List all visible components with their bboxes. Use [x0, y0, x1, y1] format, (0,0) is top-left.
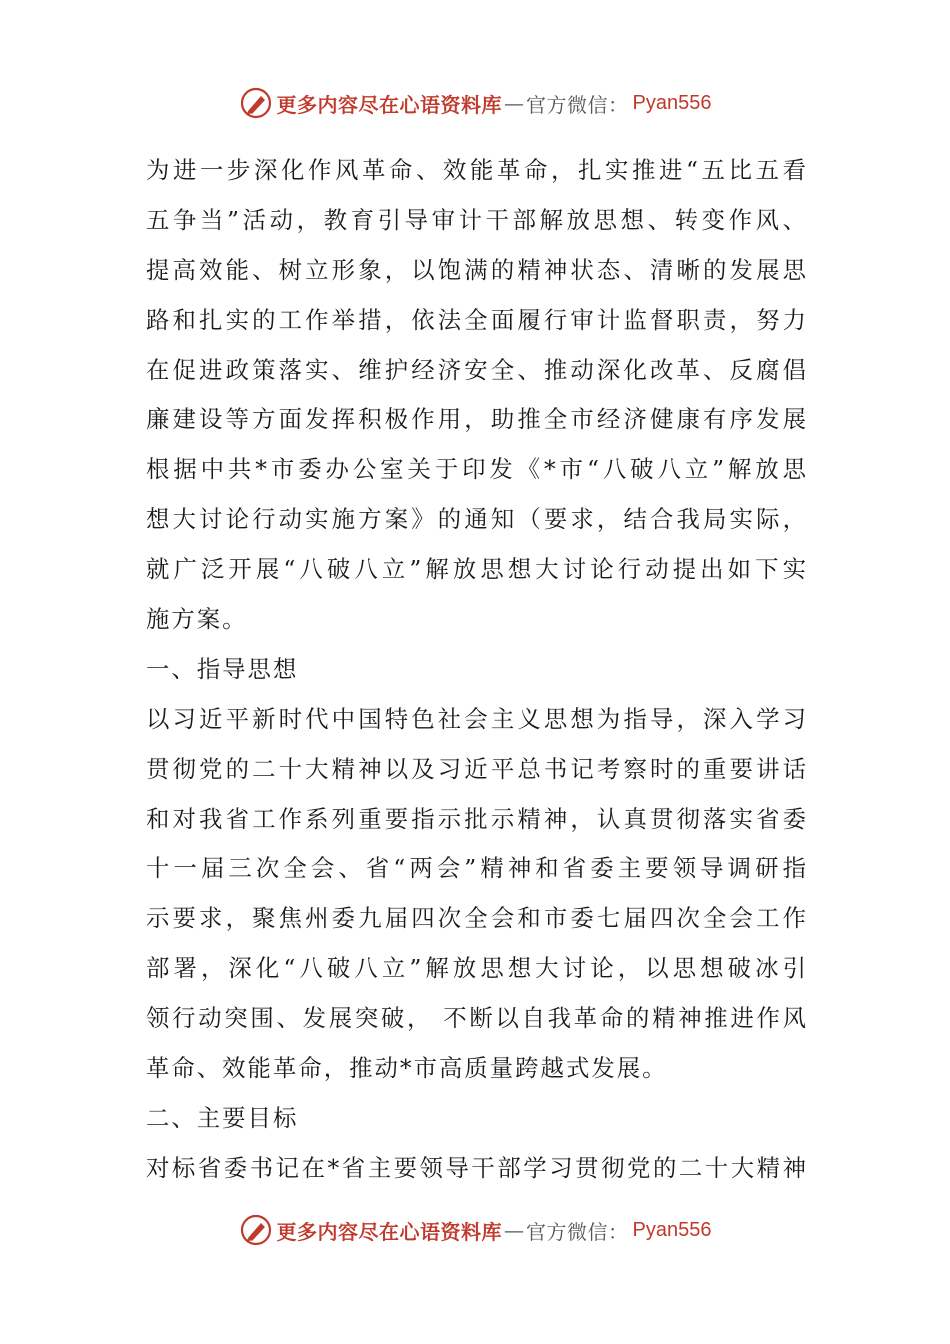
paragraph-line: 贯彻党的二十大精神以及习近平总书记考察时的重要讲话 — [146, 754, 808, 783]
paragraph-line: 五争当”活动，教育引导审计干部解放思想、转变作风、 — [146, 205, 808, 234]
pen-nib-logo-icon — [239, 86, 273, 120]
paragraph-line: 路和扎实的工作举措，依法全面履行审计监督职责，努力 — [146, 305, 808, 334]
banner-wechat-id: Pyan556 — [632, 1218, 712, 1241]
paragraph-line: 根据中共*市委办公室关于印发《*市“八破八立”解放思 — [146, 455, 808, 484]
paragraph-line: 在促进政策落实、维护经济安全、推动深化改革、反腐倡 — [146, 355, 808, 384]
banner-wechat-id: Pyan556 — [632, 91, 712, 114]
paragraph-line: 革命、效能革命，推动*市高质量跨越式发展。 — [146, 1054, 668, 1083]
document-body — [146, 146, 808, 1194]
paragraph-line: 领行动突围、发展突破， 不断以自我革命的精神推进作风 — [146, 1004, 808, 1033]
paragraph-line: 示要求，聚焦州委九届四次全会和市委七届四次全会工作 — [146, 904, 808, 933]
header-watermark-banner — [0, 83, 950, 123]
paragraph-line: 以习近平新时代中国特色社会主义思想为指导，深入学习 — [146, 704, 808, 733]
banner-separator: — — [504, 91, 525, 115]
paragraph-line: 就广泛开展“八破八立”解放思想大讨论行动提出如下实 — [146, 555, 808, 584]
paragraph-line: 廉建设等方面发挥积极作用，助推全市经济健康有序发展 — [146, 405, 808, 434]
paragraph-line: 为进一步深化作风革命、效能革命，扎实推进“五比五看 — [146, 156, 808, 184]
paragraph-line: 十一届三次全会、省“两会”精神和省委主要领导调研指 — [146, 854, 808, 883]
banner-red-text: 更多内容尽在心语资料库 — [276, 1219, 503, 1244]
banner-wechat-label: 官方微信： — [526, 92, 629, 117]
paragraph-line: 想大讨论行动实施方案》的通知（要求，结合我局实际， — [146, 505, 808, 534]
pen-nib-logo-icon — [239, 1213, 273, 1247]
paragraph-line: 提高效能、树立形象，以饱满的精神状态、清晰的发展思 — [146, 255, 808, 284]
banner-wechat-label: 官方微信： — [526, 1219, 629, 1244]
paragraph-line: 对标省委书记在*省主要领导干部学习贯彻党的二十大精神 — [146, 1153, 808, 1182]
section-heading: 一、指导思想 — [146, 654, 299, 683]
paragraph-line: 和对我省工作系列重要指示批示精神，认真贯彻落实省委 — [146, 804, 808, 833]
paragraph-line: 部署，深化“八破八立”解放思想大讨论，以思想破冰引 — [146, 954, 808, 983]
section-heading: 二、主要目标 — [146, 1103, 299, 1132]
paragraph-line: 施方案。 — [146, 605, 248, 634]
footer-watermark-banner — [0, 1210, 950, 1250]
banner-red-text: 更多内容尽在心语资料库 — [276, 92, 503, 117]
banner-separator: — — [504, 1218, 525, 1242]
